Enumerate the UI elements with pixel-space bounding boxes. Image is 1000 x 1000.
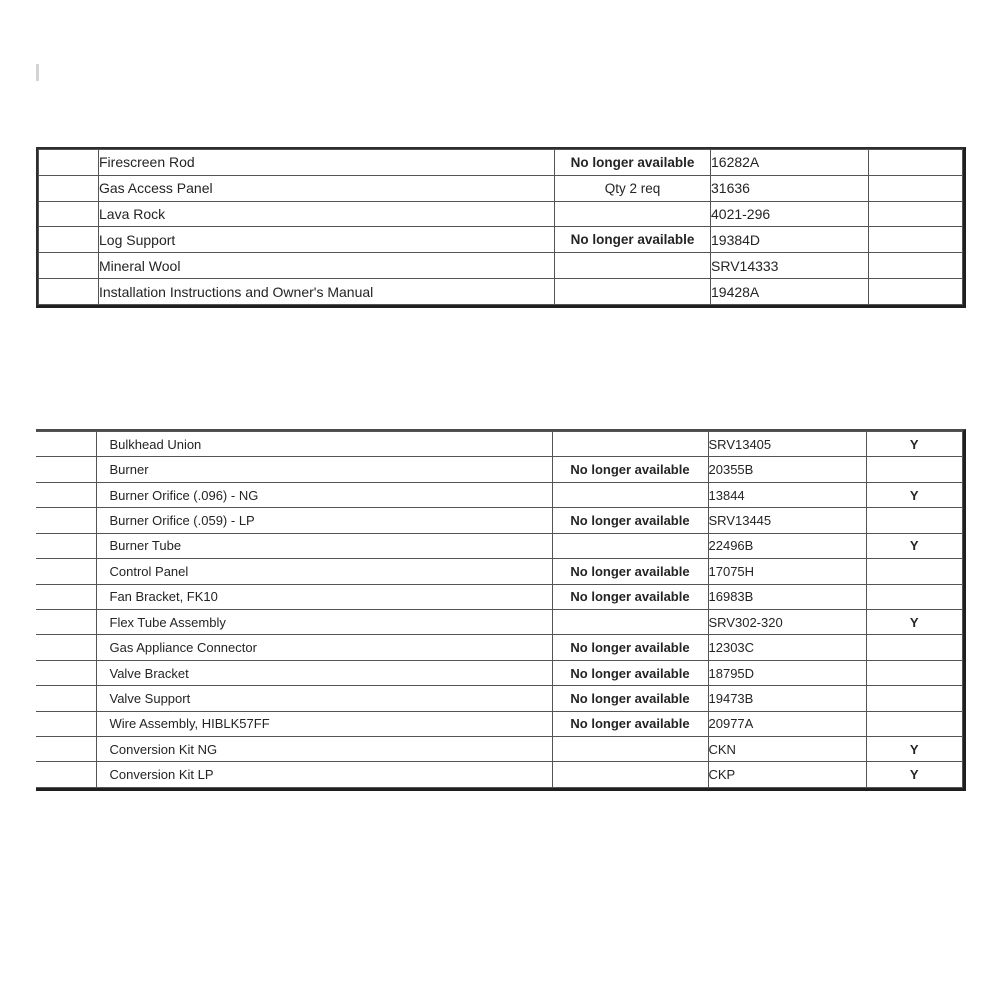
description-cell: Burner Orifice (.096) - NG [96,482,552,507]
stock-flag-cell [869,253,963,279]
table-row [36,482,963,507]
part-number-cell: 22496B [708,533,866,558]
description-cell: Valve Bracket [96,660,552,685]
description-cell: Firescreen Rod [99,150,555,176]
part-number-cell: 19428A [711,279,869,305]
table-row [36,737,963,762]
stock-flag-cell [869,279,963,305]
upper-parts-table [36,147,966,308]
availability-cell: No longer available [552,635,708,660]
stock-flag-cell [869,150,963,176]
item-cell [39,201,99,227]
part-number-cell: 12303C [708,635,866,660]
part-number-cell: 18795D [708,660,866,685]
description-cell: Wire Assembly, HIBLK57FF [96,711,552,736]
stock-flag-cell [866,711,963,736]
item-cell [39,227,99,253]
availability-cell: No longer available [552,686,708,711]
item-cell [39,279,99,305]
availability-cell: No longer available [552,711,708,736]
availability-cell: No longer available [552,559,708,584]
item-cell [36,559,96,584]
part-number-cell: SRV13445 [708,508,866,533]
description-cell: Gas Access Panel [99,175,555,201]
availability-cell: No longer available [552,584,708,609]
table-row [36,711,963,736]
part-number-cell: SRV14333 [711,253,869,279]
item-cell [36,584,96,609]
stock-flag-cell: Y [866,762,963,788]
stock-flag-cell [866,559,963,584]
table-row [36,432,963,457]
description-cell: Fan Bracket, FK10 [96,584,552,609]
part-number-cell: 16282A [711,150,869,176]
availability-cell: No longer available [552,660,708,685]
description-cell: Conversion Kit LP [96,762,552,788]
stock-flag-cell: Y [866,432,963,457]
part-number-cell: SRV302-320 [708,609,866,634]
item-cell [36,508,96,533]
item-cell [39,175,99,201]
description-cell: Control Panel [96,559,552,584]
part-number-cell: 4021-296 [711,201,869,227]
stock-flag-cell [869,175,963,201]
description-cell: Gas Appliance Connector [96,635,552,660]
stock-flag-cell [866,635,963,660]
table-row [39,253,963,279]
part-number-cell: 16983B [708,584,866,609]
item-cell [36,533,96,558]
item-cell [36,609,96,634]
availability-cell [555,253,711,279]
stock-flag-cell: Y [866,533,963,558]
stock-flag-cell [869,227,963,253]
table-row [39,279,963,305]
stock-flag-cell: Y [866,737,963,762]
availability-cell [555,201,711,227]
stock-flag-cell [866,457,963,482]
availability-cell [555,279,711,305]
stock-flag-cell [869,201,963,227]
table-row [36,584,963,609]
part-number-cell: CKN [708,737,866,762]
availability-cell [552,432,708,457]
lower-parts-table [36,429,966,791]
description-cell: Lava Rock [99,201,555,227]
availability-cell [552,533,708,558]
part-number-cell: CKP [708,762,866,788]
description-cell: Log Support [99,227,555,253]
stock-flag-cell: Y [866,609,963,634]
description-cell: Valve Support [96,686,552,711]
description-cell: Flex Tube Assembly [96,609,552,634]
item-cell [36,457,96,482]
part-number-cell: 19473B [708,686,866,711]
description-cell: Burner Orifice (.059) - LP [96,508,552,533]
table-row [36,635,963,660]
stock-flag-cell [866,660,963,685]
table-row [36,508,963,533]
table-row [39,201,963,227]
part-number-cell: SRV13405 [708,432,866,457]
availability-cell [552,482,708,507]
description-cell: Mineral Wool [99,253,555,279]
part-number-cell: 17075H [708,559,866,584]
part-number-cell: 20977A [708,711,866,736]
table-row [39,175,963,201]
item-cell [36,737,96,762]
item-cell [36,762,96,788]
part-number-cell: 31636 [711,175,869,201]
description-cell: Conversion Kit NG [96,737,552,762]
item-cell [39,150,99,176]
stock-flag-cell [866,508,963,533]
table-row [39,227,963,253]
item-cell [36,482,96,507]
availability-cell [552,737,708,762]
table-row [36,762,963,788]
table-row [36,559,963,584]
stock-flag-cell: Y [866,482,963,507]
item-cell [39,253,99,279]
description-cell: Burner Tube [96,533,552,558]
table-row [36,660,963,685]
item-cell [36,432,96,457]
part-number-cell: 20355B [708,457,866,482]
availability-cell: Qty 2 req [555,175,711,201]
item-cell [36,686,96,711]
table-row [36,457,963,482]
stock-flag-cell [866,584,963,609]
table-row [36,533,963,558]
margin-tick-mark [36,64,39,81]
description-cell: Installation Instructions and Owner's Manual [99,279,555,305]
availability-cell [552,762,708,788]
item-cell [36,635,96,660]
table-row [39,150,963,176]
table-row [36,686,963,711]
availability-cell: No longer available [552,457,708,482]
part-number-cell: 19384D [711,227,869,253]
description-cell: Bulkhead Union [96,432,552,457]
availability-cell: No longer available [555,150,711,176]
stock-flag-cell [866,686,963,711]
description-cell: Burner [96,457,552,482]
availability-cell: No longer available [555,227,711,253]
item-cell [36,711,96,736]
availability-cell: No longer available [552,508,708,533]
item-cell [36,660,96,685]
part-number-cell: 13844 [708,482,866,507]
availability-cell [552,609,708,634]
table-row [36,609,963,634]
